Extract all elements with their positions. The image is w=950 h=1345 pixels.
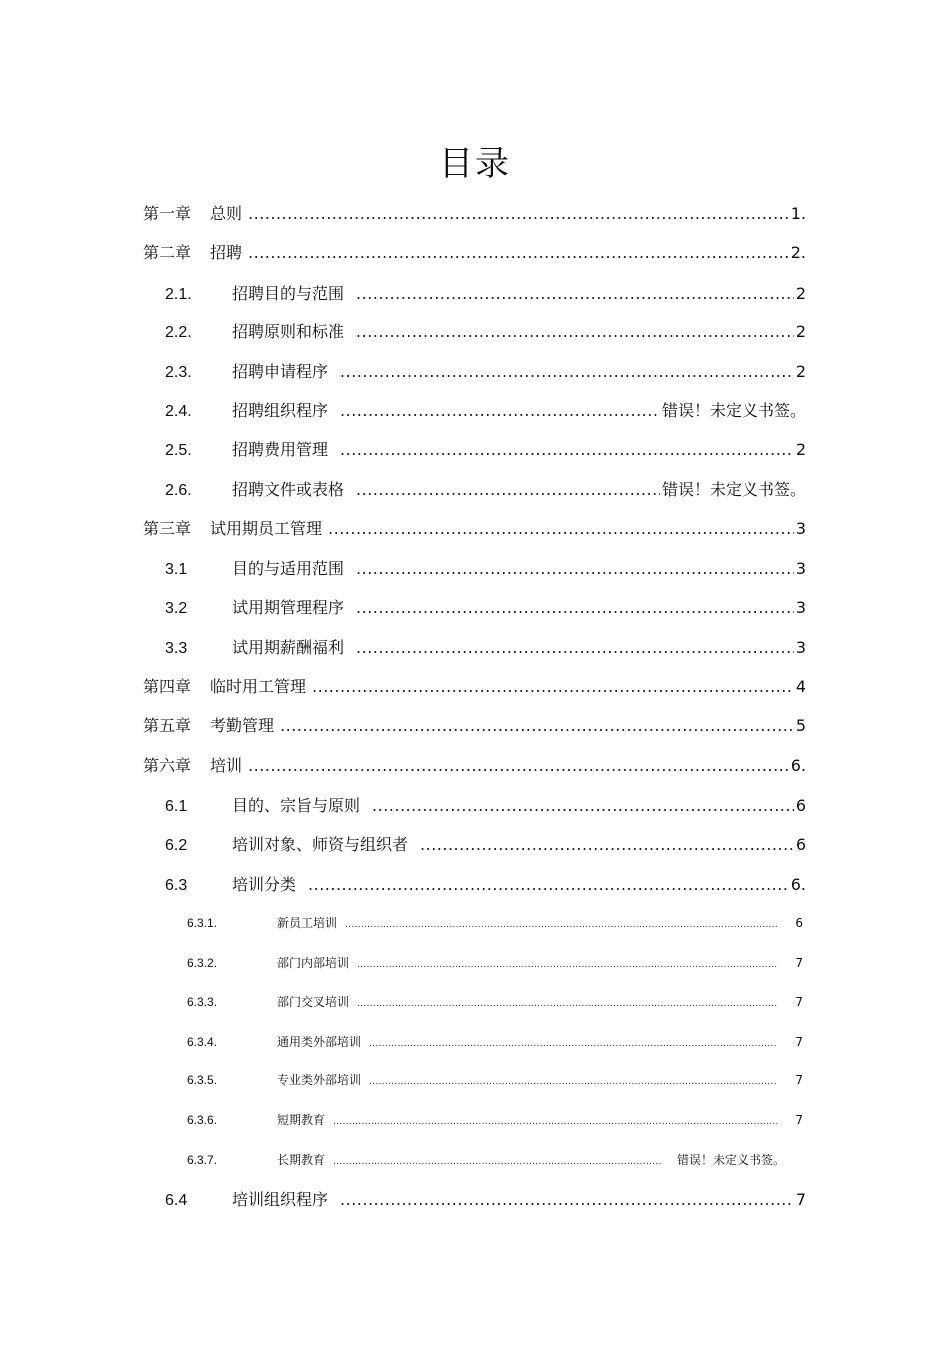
toc-entry[interactable]: [187, 1071, 803, 1088]
toc-entry-number: 3.2: [165, 600, 188, 617]
toc-entry-number: 6.3: [165, 877, 188, 894]
toc-entry[interactable]: [165, 477, 806, 500]
toc-dot-leader: [248, 756, 789, 775]
toc-entry-number: 第四章: [143, 677, 192, 696]
toc-entry-page: 3: [795, 638, 806, 657]
toc-entry[interactable]: [165, 556, 806, 579]
toc-entry-number: 3.3: [165, 640, 188, 657]
toc-entry[interactable]: [143, 201, 806, 224]
toc-dot-leader: [248, 204, 789, 223]
toc-entry-title: 总则: [210, 204, 243, 223]
toc-entry-page: 2: [795, 362, 806, 381]
toc-entry-page: 5: [795, 716, 806, 735]
toc-entry-title: 短期教育: [277, 1113, 326, 1127]
toc-entry-number: 6.3.1.: [187, 916, 218, 930]
toc-entry-title: 目的与适用范围: [232, 559, 345, 578]
toc-dot-leader: [340, 440, 794, 459]
toc-entry-title: 部门内部培训: [277, 956, 350, 970]
toc-entry[interactable]: [143, 674, 806, 697]
toc-entry-page: 6: [795, 835, 806, 854]
toc-entry[interactable]: [165, 359, 806, 382]
toc-entry-number: 6.3.2.: [187, 956, 218, 970]
toc-entry-number: 3.1: [165, 561, 188, 578]
toc-entry[interactable]: [165, 635, 806, 658]
toc-entry-title: 培训对象、师资与组织者: [232, 835, 409, 854]
toc-entry-number: 2.1.: [165, 286, 192, 303]
toc-entry-title: 试用期员工管理: [210, 519, 323, 538]
toc-dot-leader: [357, 960, 777, 970]
toc-entry-title: 招聘组织程序: [232, 401, 329, 420]
toc-entry[interactable]: [187, 1151, 785, 1168]
toc-entry[interactable]: [165, 319, 806, 342]
toc-entry-number: 第五章: [143, 716, 192, 735]
toc-dot-leader: [340, 401, 660, 420]
toc-entry-page: 4: [795, 677, 806, 696]
toc-entry-page: 3: [795, 519, 806, 538]
toc-entry-page: 7: [795, 995, 803, 1009]
toc-dot-leader: [369, 1077, 777, 1087]
toc-entry-title: 目的、宗旨与原则: [232, 796, 361, 815]
toc-entry-page: 6.: [790, 875, 806, 894]
toc-entry-page: 3: [795, 598, 806, 617]
toc-entry-number: 第一章: [143, 204, 192, 223]
toc-dot-leader: [328, 519, 794, 538]
toc-entry[interactable]: [165, 281, 806, 304]
toc-entry-title: 招聘: [210, 243, 243, 262]
toc-entry-title: 长期教育: [277, 1153, 326, 1167]
toc-entry[interactable]: [165, 437, 806, 460]
toc-entry-page: 6: [795, 916, 803, 930]
toc-entry-page: 2.: [790, 243, 806, 262]
toc-entry-number: 6.1: [165, 798, 188, 815]
toc-dot-leader: [308, 875, 789, 894]
toc-dot-leader: [248, 243, 789, 262]
toc-entry-title: 招聘费用管理: [232, 440, 329, 459]
toc-entry-title: 试用期薪酬福利: [232, 638, 345, 657]
toc-entry-number: 2.4.: [165, 403, 192, 420]
toc-title: 目录: [439, 144, 511, 184]
toc-entry-title: 培训: [210, 756, 243, 775]
toc-entry[interactable]: [187, 993, 803, 1010]
toc-entry-page: 2: [795, 284, 806, 303]
toc-entry-title: 培训组织程序: [232, 1190, 329, 1209]
toc-entry-number: 第二章: [143, 243, 192, 262]
toc-entry-page: 1.: [790, 204, 806, 223]
toc-entry-title: 招聘原则和标准: [232, 322, 345, 341]
toc-entry-page: 6: [795, 796, 806, 815]
toc-dot-leader: [280, 716, 794, 735]
toc-entry[interactable]: [165, 872, 806, 895]
toc-dot-leader: [345, 920, 777, 930]
toc-entry[interactable]: [165, 832, 806, 855]
toc-entry[interactable]: [143, 753, 806, 776]
toc-entry[interactable]: [187, 1111, 803, 1128]
toc-entry-page: 7: [795, 1113, 803, 1127]
toc-entry-number: 6.3.4.: [187, 1035, 218, 1049]
toc-entry-title: 招聘申请程序: [232, 362, 329, 381]
toc-entry-page: 2: [795, 440, 806, 459]
toc-entry-number: 6.3.3.: [187, 995, 218, 1009]
toc-entry[interactable]: [165, 595, 806, 618]
toc-entry[interactable]: [143, 516, 806, 539]
toc-entry-page: 7: [795, 1073, 803, 1087]
toc-dot-leader: [340, 1190, 794, 1209]
toc-entry-number: 6.4: [165, 1192, 188, 1209]
toc-entry-number: 6.3.7.: [187, 1153, 218, 1167]
toc-entry-page: 6.: [790, 756, 806, 775]
toc-entry-number: 6.2: [165, 837, 188, 854]
toc-entry-number: 第六章: [143, 756, 192, 775]
toc-dot-leader: [369, 1039, 777, 1049]
toc-entry-page: 3: [795, 559, 806, 578]
toc-entry-title: 新员工培训: [277, 916, 338, 930]
toc-dot-leader: [356, 322, 794, 341]
toc-entry-page: 错误！未定义书签。: [661, 401, 806, 420]
toc-entry[interactable]: [165, 1187, 806, 1210]
toc-entry-title: 通用类外部培训: [277, 1035, 362, 1049]
toc-entry-page: 错误！未定义书签。: [661, 480, 806, 499]
toc-entry[interactable]: [187, 1033, 803, 1050]
toc-dot-leader: [333, 1117, 777, 1127]
toc-entry-title: 招聘目的与范围: [232, 284, 345, 303]
toc-entry-page: 错误！未定义书签。: [676, 1153, 785, 1167]
toc-dot-leader: [356, 480, 660, 499]
toc-entry[interactable]: [143, 240, 806, 263]
toc-entry-number: 第三章: [143, 519, 192, 538]
toc-dot-leader: [356, 284, 794, 303]
toc-entry-number: 6.3.6.: [187, 1113, 218, 1127]
toc-entry-title: 部门交叉培训: [277, 995, 350, 1009]
toc-entry[interactable]: [143, 713, 806, 736]
toc-dot-leader: [356, 638, 794, 657]
toc-entry-number: 2.2.: [165, 324, 192, 341]
toc-entry-page: 7: [795, 1190, 806, 1209]
toc-dot-leader: [372, 796, 794, 815]
toc-entry-page: 7: [795, 1035, 803, 1049]
toc-entry-number: 2.5.: [165, 442, 192, 459]
toc-dot-leader: [312, 677, 794, 696]
toc-entry-number: 2.6.: [165, 482, 192, 499]
toc-entry[interactable]: [165, 793, 806, 816]
toc-dot-leader: [356, 598, 794, 617]
toc-dot-leader: [356, 559, 794, 578]
toc-entry[interactable]: [187, 914, 803, 931]
toc-dot-leader: [357, 999, 777, 1009]
toc-entry-page: 2: [795, 322, 806, 341]
toc-entry[interactable]: [187, 954, 803, 971]
toc-entry-number: 2.3.: [165, 364, 192, 381]
toc-entry-title: 培训分类: [232, 875, 297, 894]
toc-entry-title: 试用期管理程序: [232, 598, 345, 617]
toc-entry-title: 临时用工管理: [210, 677, 307, 696]
toc-dot-leader: [420, 835, 794, 854]
toc-entry-page: 7: [795, 956, 803, 970]
toc-entry-number: 6.3.5.: [187, 1073, 218, 1087]
toc-dot-leader: [333, 1157, 663, 1167]
toc-dot-leader: [340, 362, 794, 381]
toc-entry-title: 考勤管理: [210, 716, 275, 735]
toc-entry-title: 专业类外部培训: [277, 1073, 362, 1087]
toc-entry[interactable]: [165, 398, 806, 421]
toc-entry-title: 招聘文件或表格: [232, 480, 345, 499]
